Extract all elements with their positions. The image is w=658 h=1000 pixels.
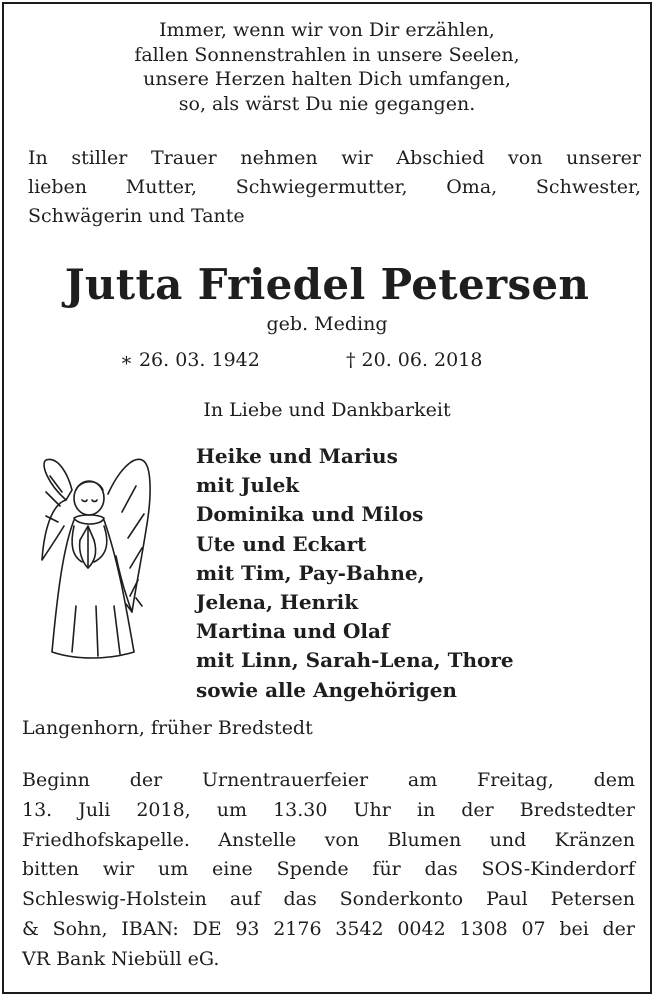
maiden-name: geb. Meding xyxy=(266,313,388,335)
notice-line: bitten wir um eine Spende für das SOS-Kinderdorf xyxy=(22,858,635,881)
poem-line: so, als wärst Du nie gegangen. xyxy=(178,92,476,115)
dedication-line: In Liebe und Dankbarkeit xyxy=(203,399,451,421)
intro-line: Schwägerin und Tante xyxy=(28,205,245,227)
mourner-line: mit Julek xyxy=(196,473,300,498)
death-symbol: † xyxy=(346,349,356,371)
notice-line: Beginn der Urnentrauerfeier am Freitag, dem xyxy=(22,769,635,791)
mourner-line: Martina und Olaf xyxy=(196,619,390,644)
mourners-list xyxy=(196,442,514,705)
death-date-value: 20. 06. 2018 xyxy=(361,349,483,371)
intro-text xyxy=(28,144,641,231)
obituary-frame xyxy=(2,2,652,994)
mourner-line: mit Tim, Pay-Bahne, xyxy=(196,560,425,585)
birth-symbol: ∗ xyxy=(120,349,133,371)
intro-line: lieben Mutter, Schwiegermutter, Oma, Schwester, xyxy=(28,176,641,198)
poem-line: unsere Herzen halten Dich umfangen, xyxy=(143,68,511,90)
poem-line: fallen Sonnenstrahlen in unsere Seelen, xyxy=(134,43,520,66)
deceased-name: Jutta Friedel Petersen xyxy=(64,260,590,309)
funeral-notice xyxy=(22,766,635,975)
mourner-line: Heike und Marius xyxy=(196,444,398,468)
death-date xyxy=(346,349,482,371)
mourner-line: Dominika und Milos xyxy=(196,502,424,527)
mourner-line: Jelena, Henrik xyxy=(196,590,359,615)
mourner-line: mit Linn, Sarah-Lena, Thore xyxy=(196,648,514,673)
memorial-poem xyxy=(4,18,650,116)
notice-line: Friedhofskapelle. Anstelle von Blumen und Kränzen xyxy=(22,828,635,851)
intro-line: In stiller Trauer nehmen wir Abschied von unserer xyxy=(28,147,641,169)
notice-line: VR Bank Niebüll eG. xyxy=(22,947,220,970)
birth-date-value: 26. 03. 1942 xyxy=(138,349,260,371)
poem-line: Immer, wenn wir von Dir erzählen, xyxy=(159,19,495,41)
angel-icon xyxy=(36,456,154,666)
notice-line: & Sohn, IBAN: DE 93 2176 3542 0042 1308 07 bei der xyxy=(22,917,635,940)
birth-date xyxy=(120,349,260,371)
place-line: Langenhorn, früher Bredstedt xyxy=(22,717,313,739)
notice-line: Schleswig-Holstein auf das Sonderkonto Paul Petersen xyxy=(22,888,635,911)
mourner-line: Ute und Eckart xyxy=(196,531,367,556)
mourner-line: sowie alle Angehörigen xyxy=(196,677,457,702)
notice-line: 13. Juli 2018, um 13.30 Uhr in der Bredstedter xyxy=(22,798,635,821)
